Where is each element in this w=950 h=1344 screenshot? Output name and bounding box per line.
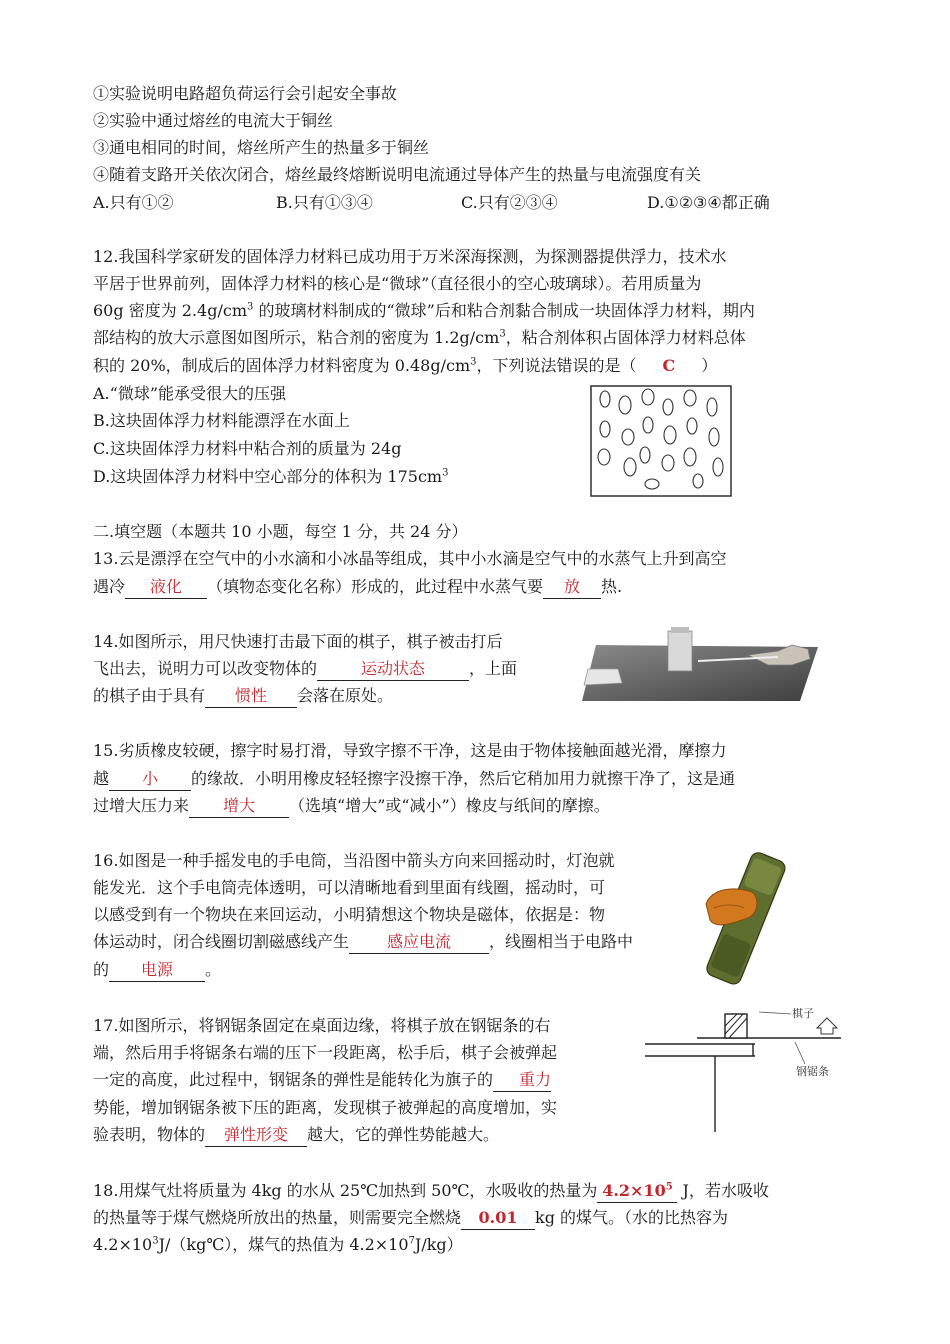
section-heading: 二.填空题（本题共 10 小题，每空 1 分，共 24 分） <box>93 522 468 541</box>
q13-line-1: 13.云是漂浮在空气中的小水滴和小冰晶等组成，其中小水滴是空气中的水蒸气上升到高空 <box>93 549 727 568</box>
q17-line-5b: 越大，它的弹性势能越大。 <box>307 1125 500 1144</box>
q14-line-3a: 的棋子由于具有 <box>93 686 206 705</box>
q14-line-3b: 会落在原处。 <box>297 686 394 705</box>
q12-sup: 3 <box>247 301 254 313</box>
q16-line-5 <box>93 958 221 982</box>
q18-blank-1-text: 4.2×10 <box>602 1181 666 1200</box>
q16-blank-2: 电源 <box>109 959 205 982</box>
q18-line-2 <box>93 1206 728 1230</box>
microsphere-diagram <box>590 385 732 497</box>
q18-blank-2: 0.01 <box>461 1207 535 1230</box>
q11-option-a: A.只有①② <box>93 193 174 212</box>
label-saw-blade: 钢锯条 <box>796 1065 829 1078</box>
q15-blank-1: 小 <box>109 768 191 791</box>
label-chess-piece: 棋子 <box>792 1007 814 1020</box>
q12-line-5c: ） <box>701 356 718 375</box>
q12-answer: C <box>662 356 676 375</box>
q18-blank-1-sup: 5 <box>665 1181 673 1193</box>
q12-option-a: A.“微球”能承受很大的压强 <box>93 384 287 403</box>
q11-option-d: D.①②③④都正确 <box>647 193 770 212</box>
q18-line-1b: J，若水吸收 <box>677 1181 769 1200</box>
q15-line-2b: 的缘故．小明用橡皮轻轻擦字没擦干净，然后它稍加用力就擦干净了，这是通 <box>191 769 736 788</box>
q14-line-2b: ，上面 <box>469 659 518 678</box>
q17-line-4: 势能，增加钢锯条被下压的距离，发现棋子被弹起的高度增加，实 <box>93 1098 558 1117</box>
q18-line-1a: 18.用煤气灶将质量为 4kg 的水从 25℃加热到 50℃，水吸收的热量为 <box>93 1181 598 1200</box>
q12-line-4a: 部结构的放大示意图如图所示，粘合剂的密度为 1.2g/cm <box>93 328 500 347</box>
q14-line-2 <box>93 657 517 681</box>
q16-line-5a: 的 <box>93 960 110 979</box>
q17-line-1: 17.如图所示，将钢锯条固定在桌面边缘，将棋子放在钢锯条的右 <box>93 1016 551 1035</box>
q18-line-2b: kg 的煤气。（水的比热容为 <box>535 1208 729 1227</box>
q15-line-3b: （选填“增大”或“减小”）橡皮与纸间的摩擦。 <box>289 796 610 815</box>
q15-line-2 <box>93 767 735 791</box>
q13-blank-2: 放 <box>543 576 601 599</box>
q11-option-c: C.只有②③④ <box>461 193 558 212</box>
q11-statement-3: ③通电相同的时间，熔丝所产生的热量多于铜丝 <box>93 138 430 157</box>
q16-line-5b: 。 <box>205 960 222 979</box>
q17-blank-2: 弹性形变 <box>205 1124 307 1147</box>
q12-sup: 3 <box>470 356 477 368</box>
q14-line-3 <box>93 684 393 708</box>
q12-line-3b: 的玻璃材料制成的“微球”后和粘合剂黏合制成一块固体浮力材料，期内 <box>253 301 755 320</box>
q16-line-3: 以感受到有一个物块在来回运动，小明猜想这个物块是磁体，依据是：物 <box>93 905 606 924</box>
q18-line-3a: 4.2×10 <box>93 1235 153 1254</box>
q17-line-3 <box>93 1068 551 1092</box>
q12-option-c: C.这块固体浮力材料中粘合剂的质量为 24g <box>93 439 402 458</box>
q15-line-3a: 过增大压力来 <box>93 796 190 815</box>
q12-line-2: 平居于世界前列，固体浮力材料的核心是“微球”（直径很小的空心玻璃球）。若用质量为 <box>93 274 702 293</box>
q13-line-2b: （填物态变化名称）形成的，此过程中水蒸气要 <box>207 577 544 596</box>
q11-statement-1: ①实验说明电路超负荷运行会引起安全事故 <box>93 84 398 103</box>
q13-line-2 <box>93 575 622 599</box>
q17-blank-1: 重力 <box>493 1069 551 1092</box>
q11-option-b: B.只有①③④ <box>276 193 373 212</box>
q14-blank-1: 运动状态 <box>317 658 469 681</box>
q11-statement-4: ④随着支路开关依次闭合，熔丝最终熔断说明电流通过导体产生的热量与电流强度有关 <box>93 165 702 184</box>
q12-sup: 3 <box>442 467 449 479</box>
q15-blank-2: 增大 <box>189 795 289 818</box>
q14-line-2a: 飞出去，说明力可以改变物体的 <box>93 659 318 678</box>
q12-line-5b: ，下列说法错误的是（ <box>476 356 637 375</box>
q15-line-2a: 越 <box>93 769 110 788</box>
q16-line-2: 能发光．这个手电筒壳体透明，可以清晰地看到里面有线圈，摇动时，可 <box>93 878 606 897</box>
q16-line-4b: ，线圈相当于电路中 <box>489 932 634 951</box>
q17-line-5 <box>93 1123 499 1147</box>
q12-line-3 <box>93 299 755 323</box>
q16-blank-1: 感应电流 <box>349 931 489 954</box>
q13-line-2c: 热. <box>601 577 623 596</box>
q15-line-1: 15.劣质橡皮较硬，擦字时易打滑，导致字擦不干净，这是由于物体接触面越光滑，摩擦力 <box>93 741 727 760</box>
chess-pieces-figure <box>578 625 828 707</box>
q12-line-4b: ，粘合剂体积占固体浮力材料总体 <box>505 328 746 347</box>
q12-option-b: B.这块固体浮力材料能漂浮在水面上 <box>93 411 350 430</box>
q16-line-4a: 体运动时，闭合线圈切割磁感线产生 <box>93 932 350 951</box>
q18-line-3 <box>93 1233 463 1257</box>
q12-option-d <box>93 465 448 489</box>
flashlight-figure <box>700 848 790 990</box>
q18-blank-1 <box>597 1180 677 1203</box>
q13-blank-1: 液化 <box>125 576 207 599</box>
q18-sup-1: 3 <box>152 1235 159 1247</box>
q18-line-2a: 的热量等于煤气燃烧所放出的热量，则需要完全燃烧 <box>93 1208 462 1227</box>
q17-line-3a: 一定的高度，此过程中，钢锯条的弹性是能转化为旗子的 <box>93 1070 494 1089</box>
q12-line-5a: 积的 20%，制成后的固体浮力材料密度为 0.48g/cm <box>93 356 471 375</box>
q16-line-4 <box>93 930 633 954</box>
q16-line-1: 16.如图是一种手摇发电的手电筒，当沿图中箭头方向来回摇动时，灯泡就 <box>93 851 615 870</box>
q12-sup: 3 <box>499 328 506 340</box>
q18-line-3c: J/kg） <box>414 1235 463 1254</box>
q15-line-3 <box>93 794 610 818</box>
q12-line-1: 12.我国科学家研发的固体浮力材料已成功用于万米深海探测，为探测器提供浮力，技术水 <box>93 247 727 266</box>
q18-line-1 <box>93 1179 769 1203</box>
q18-line-3b: J/（kg℃），煤气的热值为 4.2×10 <box>158 1235 409 1254</box>
q12-option-d-text: D.这块固体浮力材料中空心部分的体积为 175cm <box>93 467 443 486</box>
q12-line-3a: 60g 密度为 2.4g/cm <box>93 301 247 320</box>
q14-blank-2: 惯性 <box>205 685 297 708</box>
q14-line-1: 14.如图所示，用尺快速打击最下面的棋子，棋子被击打后 <box>93 632 503 651</box>
q11-statement-2: ②实验中通过熔丝的电流大于铜丝 <box>93 111 334 130</box>
q13-line-2a: 遇冷 <box>93 577 126 596</box>
q17-line-2: 端，然后用手将锯条右端的压下一段距离，松手后，棋子会被弹起 <box>93 1043 558 1062</box>
q17-line-5a: 验表明，物体的 <box>93 1125 206 1144</box>
q12-line-4 <box>93 326 746 350</box>
q18-sup-2: 7 <box>408 1235 415 1247</box>
q12-line-5 <box>93 354 717 378</box>
